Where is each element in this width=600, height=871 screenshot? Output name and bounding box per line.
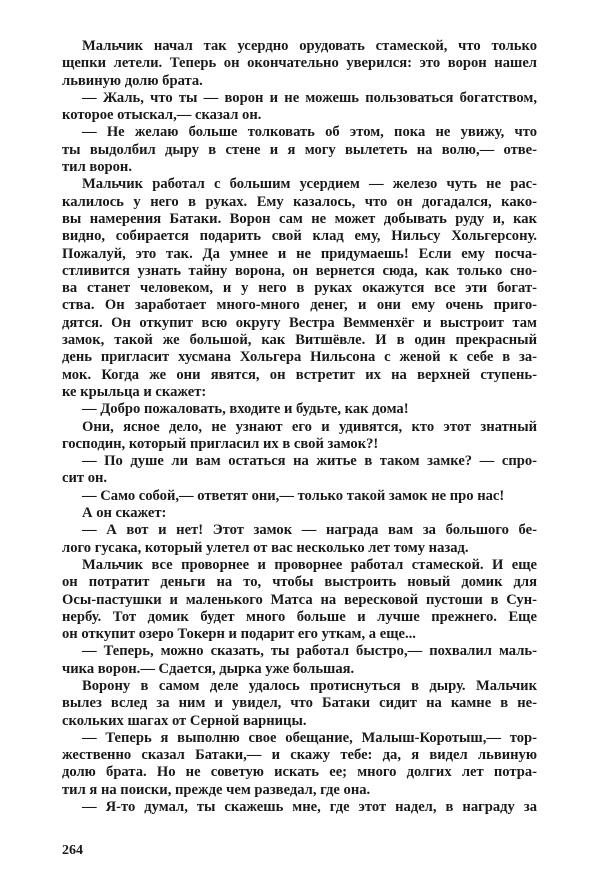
paragraph bbox=[62, 453, 537, 488]
text-line: — По душе ли вам остаться на житье в таком замке? — спро- bbox=[82, 453, 537, 470]
text-line: мок. Когда же они явятся, он встретит их на верхней ступень- bbox=[62, 366, 537, 383]
page-number: 264 bbox=[62, 843, 83, 858]
text-line: долю брата. Но не советую искать ее; много долгих лет потра- bbox=[62, 764, 537, 781]
text-line: видно, собирается подарить свой клад ему, Нильсу Хольгерсону. bbox=[62, 228, 537, 245]
paragraph bbox=[62, 401, 537, 418]
text-line: — Само собой,— ответят они,— только такой замок не про нас! bbox=[82, 487, 505, 504]
text-line: день пригласит хусмана Хольгера Нильсона с женой к себе в за- bbox=[62, 349, 537, 366]
paragraph bbox=[62, 643, 537, 678]
text-line: сит он. bbox=[62, 470, 108, 487]
paragraph bbox=[62, 799, 537, 816]
paragraph bbox=[62, 90, 537, 125]
text-line: — Я-то думал, ты скажешь мне, где этот надел, в награду за bbox=[82, 799, 537, 816]
text-line: — Теперь, можно сказать, ты работал быстро,— похвалил маль- bbox=[82, 643, 537, 660]
text-line: Они, ясное дело, не узнают его и удивятся, кто этот знатный bbox=[82, 418, 537, 435]
paragraph bbox=[62, 522, 537, 557]
paragraph bbox=[62, 505, 537, 522]
text-line: щепки летели. Теперь он окончательно уверился: это ворон нашел bbox=[62, 55, 537, 72]
paragraph bbox=[62, 38, 537, 90]
text-line: стливится узнать тайну ворона, он вернется сюда, как только сно- bbox=[62, 262, 537, 279]
text-line: которое отыскал,— сказал он. bbox=[62, 107, 262, 124]
paragraph bbox=[62, 176, 537, 401]
text-line: Мальчик все проворнее и проворнее работал стамеской. И еще bbox=[82, 556, 537, 573]
text-line: вы намерения Батаки. Ворон сам не может добывать руду и, как bbox=[62, 210, 537, 227]
text-line: Осы-пастушки и маленького Матса на вересковой пустоши в Сун- bbox=[62, 591, 537, 608]
text-line: ты выдолбил дыру в стене и я могу вылететь на волю,— отве- bbox=[62, 141, 537, 158]
text-line: — Жаль, что ты — ворон и не можешь пользоваться богатством, bbox=[82, 89, 537, 106]
text-line: тил ворон. bbox=[62, 159, 132, 176]
paragraph bbox=[62, 124, 537, 176]
text-line: чика ворон.— Сдается, дырка уже большая. bbox=[62, 660, 355, 677]
paragraph bbox=[62, 419, 537, 454]
paragraph bbox=[62, 557, 537, 643]
paragraph bbox=[62, 730, 537, 799]
text-line: Пожалуй, это так. Да умнее и не придумаешь! Если ему посча- bbox=[62, 245, 537, 262]
text-line: Мальчик начал так усердно орудовать стамеской, что только bbox=[82, 38, 537, 54]
text-line: — Добро пожаловать, входите и будьте, как дома! bbox=[82, 401, 409, 418]
text-line: А он скажет: bbox=[82, 505, 167, 522]
text-line: нербу. Тот домик будет много больше и лучше прежнего. Еще bbox=[62, 608, 537, 625]
page-body-text bbox=[62, 38, 537, 816]
text-line: скольких шагах от Серной варницы. bbox=[62, 712, 307, 729]
text-line: лого гусака, который улетел от вас несколько лет тому назад. bbox=[62, 539, 469, 556]
text-line: вылез вслед за ним и увидел, что Батаки сидит на камне в не- bbox=[62, 695, 537, 712]
text-line: — Не желаю больше толковать об этом, пока не увижу, что bbox=[82, 124, 537, 141]
text-line: жественно сказал Батаки,— и скажу тебе: да, я видел львиную bbox=[62, 747, 537, 764]
text-line: ства. Он заработает много-много денег, и они ему очень приго- bbox=[62, 297, 537, 314]
text-line: ке крыльца и скажет: bbox=[62, 383, 207, 400]
paragraph bbox=[62, 488, 537, 505]
text-line: — Теперь я выполню свое обещание, Малыш-Коротыш,— тор- bbox=[82, 729, 537, 746]
text-line: калилось у него в руках. Ему казалось, что он догадался, како- bbox=[62, 193, 537, 210]
text-line: Мальчик работал с большим усердием — железо чуть не рас- bbox=[82, 176, 537, 193]
text-line: Ворону в самом деле удалось протиснуться в дыру. Мальчик bbox=[82, 677, 537, 694]
text-line: он потратит деньги на то, чтобы выстроить новый домик для bbox=[62, 574, 537, 591]
text-line: ва станет человеком, и у него в руках окажутся все эти богат- bbox=[62, 280, 537, 297]
text-line: львиную долю брата. bbox=[62, 72, 203, 89]
text-line: господин, который пригласил их в свой замок?! bbox=[62, 435, 379, 452]
text-line: замок, такой же большой, как Витшёвле. И в один прекрасный bbox=[62, 332, 537, 349]
text-line: дятся. Он откупит всю округу Вестра Вемменхёг и выстроит там bbox=[62, 314, 537, 331]
text-line: он откупит озеро Токерн и подарит его уткам, а еще... bbox=[62, 626, 416, 643]
text-line: тил я на поиски, прежде чем разведал, где она. bbox=[62, 781, 371, 798]
paragraph bbox=[62, 678, 537, 730]
text-line: — А вот и нет! Этот замок — награда вам за большого бе- bbox=[82, 522, 537, 539]
